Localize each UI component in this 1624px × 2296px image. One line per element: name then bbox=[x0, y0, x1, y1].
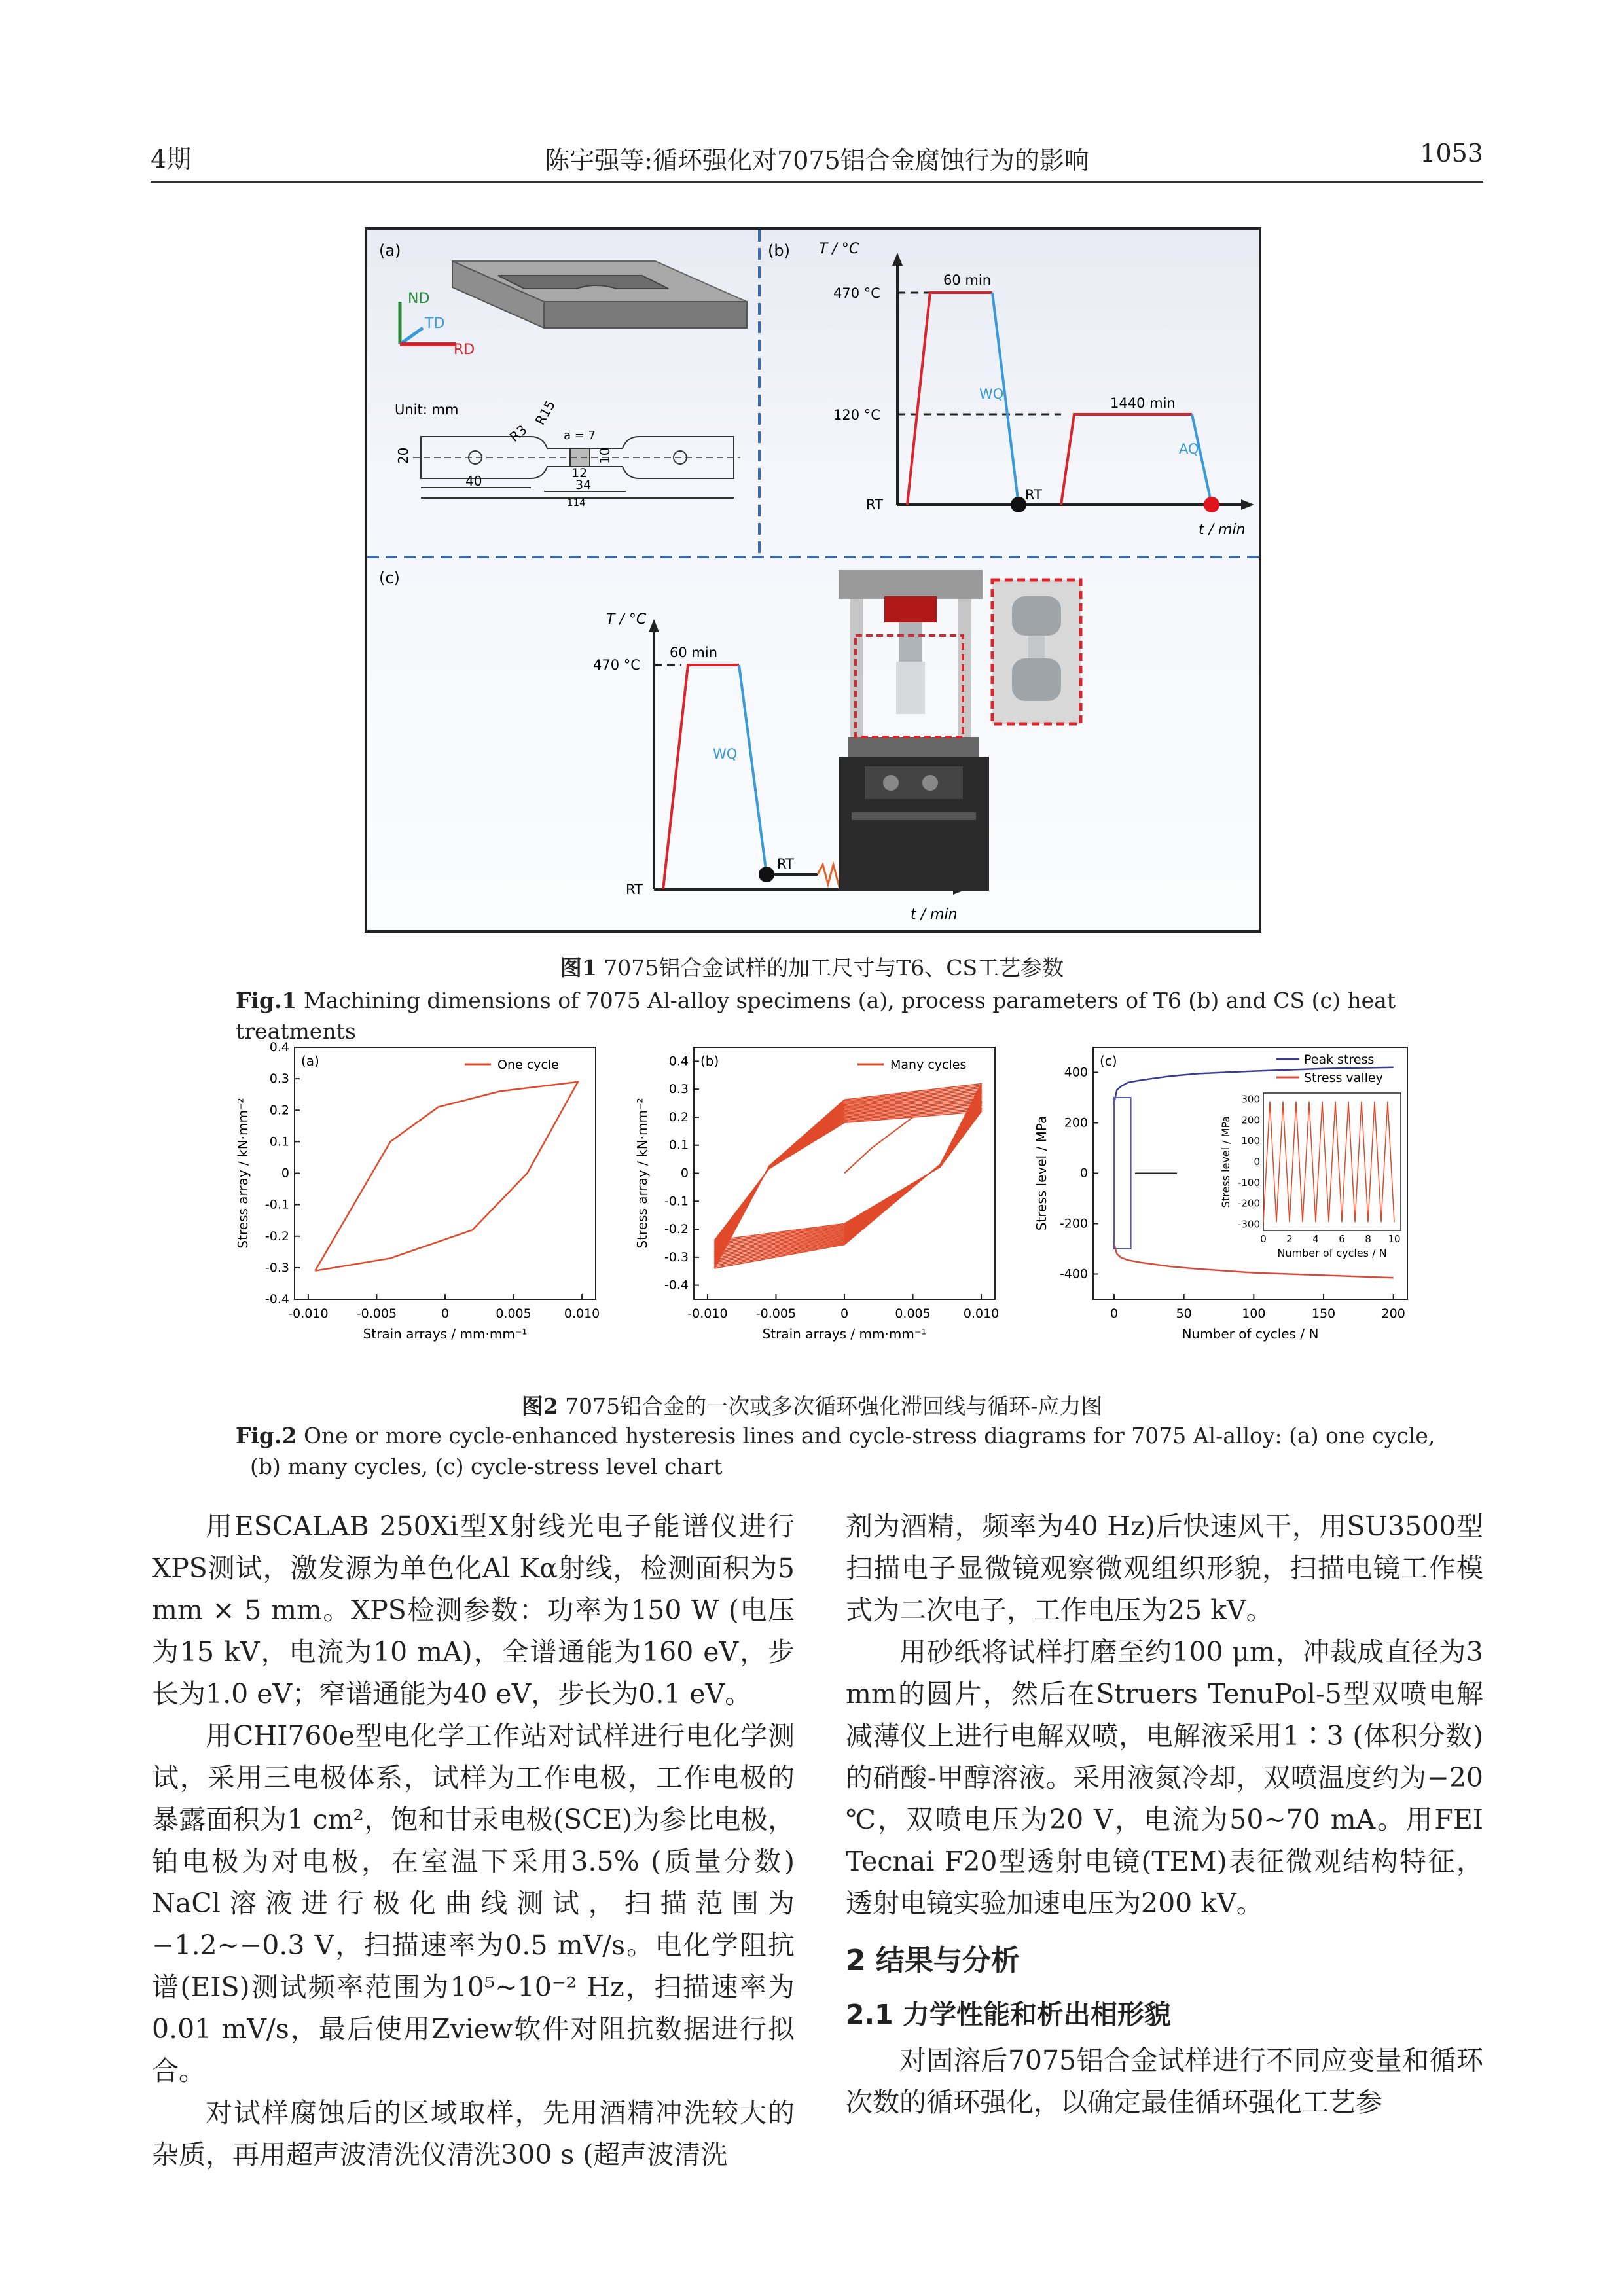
x-tick-label: 0 bbox=[441, 1306, 450, 1321]
y-tick-label: -400 bbox=[1059, 1266, 1088, 1282]
paragraph: 用CHI760e型电化学工作站对试样进行电化学测试，采用三电极体系，试样为工作电极，工作电极的暴露面积为1 cm²，饱和甘汞电极(SCE)为参比电极，铂电极为对电极，在室温下采用3.5% (质量分数) NaCl溶液进行极化曲线测试，扫描范围为−1.2~−0.3 V，扫描速率为0.5 mV/s。电化学阻抗谱(EIS)测试频率范围为10⁵~10⁻² Hz，扫描速率为0.01 mV/s，最后使用Zview软件对阻抗数据进行拟合。 bbox=[152, 1720, 795, 2087]
y-tick-label: 0.3 bbox=[668, 1082, 689, 1097]
y-tick-label: 0.4 bbox=[269, 1040, 289, 1054]
dim-12: 12 bbox=[571, 466, 588, 480]
fig1-caption-cn-text: 7075铝合金试样的加工尺寸与T6、CS工艺参数 bbox=[604, 955, 1064, 980]
figure-2 bbox=[223, 1034, 1427, 1374]
dim-r3: R3 bbox=[506, 422, 530, 445]
dim-r15: R15 bbox=[532, 397, 559, 428]
inset-x-tick-label: 6 bbox=[1339, 1233, 1345, 1245]
x-tick-label: 100 bbox=[1242, 1306, 1266, 1321]
y-tick-label: 400 bbox=[1064, 1065, 1088, 1080]
x-tick-label: -0.005 bbox=[755, 1306, 797, 1321]
dim-10: 10 bbox=[597, 447, 613, 464]
td-label: TD bbox=[425, 315, 445, 332]
panel-b-tick-rt: RT bbox=[866, 497, 883, 512]
page-number: 1053 bbox=[1420, 139, 1483, 168]
rd-label: RD bbox=[454, 342, 475, 358]
fig1-caption-cn bbox=[0, 951, 1624, 982]
panel-b-tick-470: 470 °C bbox=[833, 285, 880, 301]
panel-b-1440min: 1440 min bbox=[1110, 395, 1176, 411]
panel-label: (b) bbox=[700, 1053, 719, 1069]
dim-114: 114 bbox=[567, 497, 586, 509]
paragraph: 剂为酒精，频率为40 Hz)后快速风干，用SU3500型扫描电子显微镜观察微观组织形貌，扫描电镜工作模式为二次电子，工作电压为25 kV。 bbox=[846, 1511, 1483, 1626]
specimen-plate-3d bbox=[452, 261, 747, 328]
x-tick-label: 50 bbox=[1176, 1306, 1192, 1321]
x-tick-label: 0.005 bbox=[895, 1306, 931, 1321]
panel-c-tick-470: 470 °C bbox=[593, 657, 640, 673]
y-tick-label: 0.1 bbox=[269, 1134, 289, 1149]
x-axis-label: Strain arrays / mm·mm⁻¹ bbox=[762, 1326, 927, 1342]
panel-c-label: (c) bbox=[379, 569, 400, 587]
y-axis-label: Stress array / kN·mm⁻² bbox=[235, 1098, 251, 1249]
axis-triad bbox=[400, 291, 475, 358]
y-tick-label: 0.4 bbox=[668, 1054, 689, 1069]
y-tick-label: -0.1 bbox=[664, 1194, 689, 1209]
inset-y-tick-label: 200 bbox=[1241, 1114, 1260, 1126]
paragraph: 用ESCALAB 250Xi型X射线光电子能谱仪进行XPS测试，激发源为单色化Al Kα射线，检测面积为5 mm × 5 mm。XPS检测参数：功率为150 W (电压为15 kV，电流为10 mA)，全谱通能为160 eV，步长为1.0 eV；窄谱通能为40 eV，步长为0.1 eV。 bbox=[152, 1511, 795, 1710]
initial-load-curve bbox=[844, 1117, 913, 1174]
panel-b-60min: 60 min bbox=[943, 272, 991, 288]
y-tick-label: -0.2 bbox=[264, 1229, 289, 1244]
hysteresis-loop bbox=[714, 1107, 981, 1245]
legend-label: Many cycles bbox=[890, 1058, 967, 1072]
y-tick-label: -0.3 bbox=[264, 1260, 289, 1275]
x-tick-label: 0 bbox=[840, 1306, 849, 1321]
x-tick-label: 0.010 bbox=[564, 1306, 600, 1321]
x-tick-label: 0.005 bbox=[496, 1306, 532, 1321]
legend-label: One cycle bbox=[497, 1058, 559, 1072]
y-axis-label: Stress level / MPa bbox=[1034, 1115, 1049, 1231]
fig2-caption-cn-text: 7075铝合金的一次或多次循环强化滞回线与循环-应力图 bbox=[565, 1393, 1103, 1419]
inset-y-tick-label: 300 bbox=[1241, 1093, 1260, 1105]
y-axis-label: Stress array / kN·mm⁻² bbox=[634, 1098, 650, 1249]
y-tick-label: 0.2 bbox=[269, 1103, 289, 1118]
x-axis-label: Number of cycles / N bbox=[1182, 1326, 1319, 1342]
body-column-right bbox=[846, 1505, 1483, 2123]
panel-b-ylabel: T / °C bbox=[819, 241, 859, 257]
fig1-caption-cn-label: 图1 bbox=[560, 955, 597, 980]
chart-panel-2 bbox=[634, 1047, 999, 1342]
x-tick-label: 150 bbox=[1311, 1306, 1336, 1321]
hysteresis-loop bbox=[714, 1105, 981, 1246]
chart-panel-3 bbox=[1034, 1047, 1407, 1342]
nd-label: ND bbox=[408, 291, 430, 307]
inset-y-tick-label: 100 bbox=[1241, 1135, 1260, 1147]
panel-b-xlabel: t / min bbox=[1199, 522, 1246, 538]
chart-panel-1 bbox=[235, 1040, 600, 1342]
running-header bbox=[151, 139, 1483, 183]
fig2-caption-en-text: One or more cycle-enhanced hysteresis lines and cycle-stress diagrams for 7075 Al-alloy: (a) one cycle, (b) many cycles, (c) cycle-stress level chart bbox=[250, 1423, 1435, 1479]
fig2-caption-en bbox=[236, 1420, 1468, 1482]
panel-b-wq: WQ bbox=[979, 386, 1004, 402]
dim-20: 20 bbox=[395, 447, 411, 464]
running-title: 陈宇强等:循环强化对7075铝合金腐蚀行为的影响 bbox=[545, 146, 1089, 175]
dim-40: 40 bbox=[465, 473, 482, 489]
x-tick-label: 0 bbox=[1110, 1306, 1119, 1321]
issue-number: 4期 bbox=[151, 145, 192, 173]
fig2-caption-en-label: Fig.2 bbox=[236, 1423, 297, 1448]
section-heading: 2 结果与分析 bbox=[846, 1944, 1020, 1977]
paragraph: 用砂纸将试样打磨至约100 μm，冲裁成直径为3 mm的圆片，然后在Struers TenuPol-5型双喷电解减薄仪上进行电解双喷，电解液采用1∶3 (体积分数)的硝酸-甲醇溶液。采用液氮冷却，双喷温度约为−20 ℃，双喷电压为20 V，电流为50~70 mA。用FEI Tecnai F20型透射电镜(TEM)表征微观结构特征，透射电镜实验加速电压为200 kV。 bbox=[846, 1636, 1483, 1919]
x-tick-label: -0.005 bbox=[356, 1306, 397, 1321]
inset-y-tick-label: -300 bbox=[1237, 1218, 1260, 1230]
panel-label: (a) bbox=[301, 1053, 319, 1069]
panel-c-rt: RT bbox=[777, 856, 794, 872]
y-tick-label: -0.1 bbox=[264, 1197, 289, 1212]
inset-y-label: Stress level / MPa bbox=[1219, 1115, 1232, 1208]
panel-b-tick-120: 120 °C bbox=[833, 407, 880, 423]
y-tick-label: -200 bbox=[1059, 1216, 1088, 1231]
fig2-caption-cn bbox=[0, 1390, 1624, 1420]
y-tick-label: -0.3 bbox=[664, 1249, 689, 1265]
hysteresis-loop bbox=[714, 1109, 981, 1244]
panel-c-xlabel: t / min bbox=[911, 906, 958, 923]
inset-y-tick-label: -100 bbox=[1237, 1176, 1260, 1189]
y-tick-label: 0.1 bbox=[668, 1138, 689, 1153]
t6-process-graph bbox=[819, 241, 1254, 538]
unit-label: Unit: mm bbox=[395, 402, 459, 418]
x-tick-label: 200 bbox=[1381, 1306, 1405, 1321]
fig2-caption-cn-label: 图2 bbox=[521, 1393, 558, 1419]
y-tick-label: 0.3 bbox=[269, 1071, 289, 1086]
panel-c-wq: WQ bbox=[713, 746, 738, 762]
fig1-caption-en-text: Machining dimensions of 7075 Al-alloy specimens (a), process parameters of T6 (b) and CS (c) heat treatments bbox=[236, 988, 1396, 1044]
y-tick-label: 0 bbox=[281, 1166, 289, 1181]
panel-c-tick-rt: RT bbox=[626, 882, 643, 897]
x-tick-label: -0.010 bbox=[288, 1306, 329, 1321]
y-tick-label: 0.2 bbox=[668, 1109, 689, 1124]
inset-x-tick-label: 10 bbox=[1388, 1233, 1401, 1245]
inset-x-tick-label: 4 bbox=[1312, 1233, 1319, 1245]
x-tick-label: 0.010 bbox=[963, 1306, 1000, 1321]
y-tick-label: -0.2 bbox=[664, 1222, 689, 1237]
y-tick-label: -0.4 bbox=[264, 1292, 289, 1306]
inset-x-tick-label: 8 bbox=[1365, 1233, 1371, 1245]
panel-b-rt: RT bbox=[1025, 487, 1042, 503]
paragraph: 对试样腐蚀后的区域取样，先用酒精冲洗较大的杂质，再用超声波清洗仪清洗300 s (超声波清洗 bbox=[152, 2097, 795, 2170]
fig1-caption-en-label: Fig.1 bbox=[236, 988, 297, 1013]
x-tick-label: -0.010 bbox=[687, 1306, 728, 1321]
panel-b-label: (b) bbox=[768, 242, 790, 260]
x-axis-label: Strain arrays / mm·mm⁻¹ bbox=[363, 1326, 528, 1342]
panel-label: (c) bbox=[1100, 1053, 1117, 1069]
legend-label: Stress valley bbox=[1304, 1071, 1383, 1085]
hysteresis-loop bbox=[714, 1110, 981, 1242]
subsection-heading: 2.1 力学性能和析出相形貌 bbox=[846, 1999, 1171, 2030]
y-tick-label: 0 bbox=[1079, 1166, 1088, 1181]
y-tick-label: 200 bbox=[1064, 1115, 1088, 1130]
body-column-left bbox=[152, 1505, 795, 2176]
inset-x-tick-label: 0 bbox=[1260, 1233, 1267, 1245]
inset-x-tick-label: 2 bbox=[1286, 1233, 1293, 1245]
hysteresis-loop bbox=[714, 1111, 981, 1240]
y-tick-label: 0 bbox=[680, 1166, 689, 1181]
inset-y-tick-label: -200 bbox=[1237, 1197, 1260, 1210]
y-tick-label: -0.4 bbox=[664, 1278, 689, 1293]
panel-c-ylabel: T / °C bbox=[606, 611, 647, 628]
figure-1 bbox=[365, 227, 1261, 933]
legend-label: Peak stress bbox=[1304, 1052, 1375, 1067]
panel-c-60min: 60 min bbox=[670, 645, 717, 660]
fatigue-testing-machine-image bbox=[839, 570, 1081, 891]
hysteresis-loop bbox=[315, 1082, 577, 1271]
panel-a-label: (a) bbox=[379, 242, 401, 260]
dim-a7: a = 7 bbox=[564, 429, 596, 442]
dim-34: 34 bbox=[575, 478, 592, 492]
inset-y-tick-label: 0 bbox=[1254, 1156, 1260, 1168]
panel-b-aq: AQ bbox=[1179, 441, 1199, 457]
zoom-box bbox=[1114, 1098, 1131, 1249]
paragraph: 对固溶后7075铝合金试样进行不同应变量和循环次数的循环强化，以确定最佳循环强化工艺参 bbox=[846, 2045, 1483, 2118]
inset-x-label: Number of cycles / N bbox=[1277, 1247, 1387, 1259]
